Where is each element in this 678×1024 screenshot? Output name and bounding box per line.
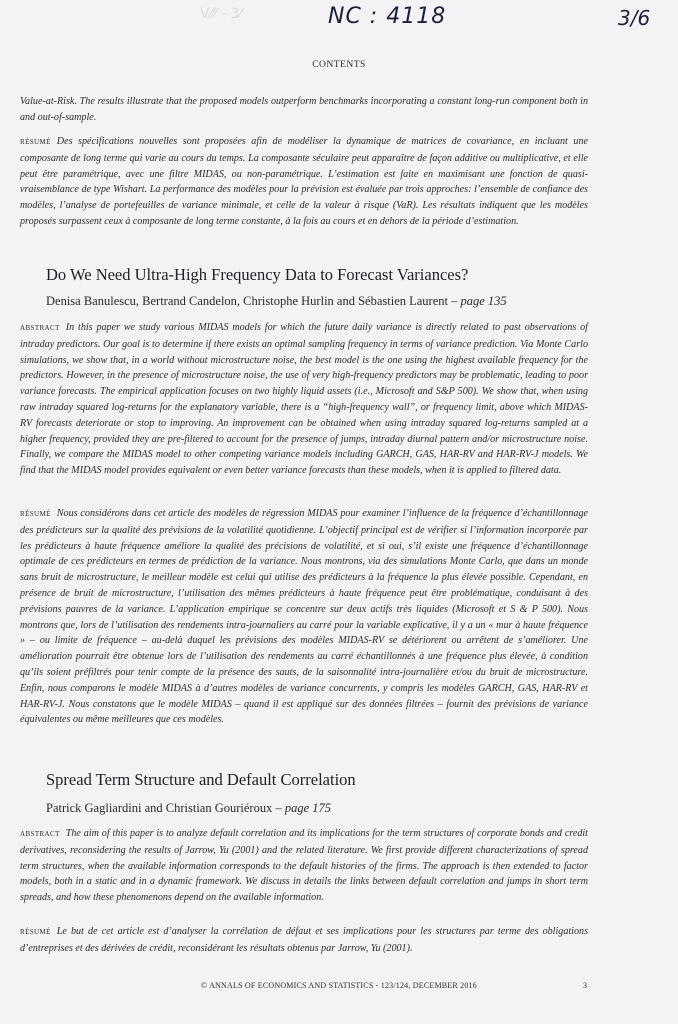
resume-label: RÉSUMÉ — [20, 928, 51, 936]
faint-handwriting: V⁄⁄⁄ - 3⁄ — [200, 6, 242, 22]
abstract-continued: Value-at-Risk. The results illustrate that the proposed models outperform benchmarks incorporating a constant long-run component both in and out-of-sample. — [20, 96, 588, 123]
article-title: Do We Need Ultra-High Frequency Data to Forecast Variances? — [46, 265, 469, 284]
folio-handwriting: 3/6 — [618, 6, 651, 30]
page-reference: – page 175 — [275, 801, 332, 815]
resume-text: Des spécifications nouvelles sont proposées afin de modéliser la dynamique de matrices de covariance, en incluant une composante de long terme qui varie au cours du temps. La composante séculaire peut apparaître de façon additive ou multiplicative, et elle peut être paramétrique, avec une filtre MIDAS, ou non-paramétrique. L’estimation est faite en maximisant une fonction de quasi-vraisemblance de type Wishart. La performance des modèles pour la prévision est évaluée par trois approches: l’ensemble de confiance des modèles, l’analyse de portefeuilles de variance minimale, et celle de la valeur à risque (VaR). Les résultats indiquent que les modèles proposés surpassent ceux à composante de long terme constante, à la fois au cours et en dehors de la période d’estimation. — [20, 136, 588, 227]
resume-text: Le but de cet article est d’analyser la corrélation de défaut et ses implications pour les structures par terme des obligations d’entreprises et des dérivées de crédit, reconsidérant les résultats obtenus par Jarrow, Yu (2001). — [20, 926, 588, 954]
resume-block-3 — [20, 924, 588, 957]
page-reference: – page 135 — [451, 294, 507, 308]
resume-text: Nous considérons dans cet article des modèles de régression MIDAS pour examiner l’influence de la fréquence d’échantillonnage des prédicteurs sur la qualité des prévisions de la volatilité quotidienne. L’objectif principal est de vérifier si l’information incorporée par les prédicteurs à haute fréquence améliore la qualité des précisions de volatilité, et si oui, s’il existe une fréquence d’échantillonnage optimale de ces prédicteurs en termes de prédiction de la variance. Nous montrons, via des simulations Monte Carlo, que dans un monde sans bruit de microstructure, le meilleur modèle est celui qui utilise des prédicteurs à la fréquence la plus élevée possible. Cependant, en présence de bruit de microstructure, l’utilisation des mêmes prédicteurs à haute fréquence peut être problématique, conduisant à des prévisions pauvres de la variance. L’application empirique se concentre sur deux actifs très liquides (Microsoft et S & P 500). Nous montrons que, lors de l’utilisation des rendements intra-journaliers au carré pour la variable explicative, il y a un « mur à haute fréquence » – ou limite de fréquence – au-delà duquel les prévisions des modèles MIDAS-RV se détériorent ou arrêtent de s’améliorer. Une amélioration pourrait être obtenue lors de l’utilisation des rendements au carré échantillonnés à une fréquence plus élevée, à condition qu’ils soient préfiltrés pour tenir compte de la présence des sauts, de la saisonnalité intra-journalière et/ou du bruit de microstructure. Enfin, nous comparons le modèle MIDAS à d’autres modèles de variance concurrents, y compris les modèles GARCH, GAS, HAR-RV et HAR-RV-J. Nous constatons que le modèle MIDAS – quand il est appliqué sur des données filtrées – fournit des prévisions de variance équivalentes ou même meilleures que ces modèles. — [20, 508, 588, 726]
contents-heading: CONTENTS — [312, 60, 366, 70]
resume-label: RÉSUMÉ — [20, 138, 51, 146]
authors-names: Patrick Gagliardini and Christian Gouriéroux — [46, 801, 273, 815]
article-authors — [46, 801, 331, 816]
page-number: 3 — [583, 981, 587, 990]
abstract-text: In this paper we study various MIDAS models for which the future daily variance is directly related to past observations of intraday predictors. Our goal is to determine if there exists an optimal sampling frequency in terms of variance prediction. Via Monte Carlo simulations, we show that, in a world without microstructure noise, the best model is the one using the highest available frequency for the predictors. However, in the presence of microstructure noise, the use of very high-frequency predictors may be problematic, leading to poor variance forecasts. The empirical application focuses on two highly liquid assets (i.e., Microsoft and S&P 500). We show that, when using raw intraday squared log-returns for the explanatory variable, there is a “high-frequency wall”, or frequency limit, above which MIDAS-RV forecasts deteriorate or stop to improving. An improvement can be obtained when using intraday squared log-returns sampled at a higher frequency, provided they are pre-filtered to account for the presence of jumps, intraday diurnal pattern and/or microstructure noise. Finally, we compare the MIDAS model to other competing variance models including GARCH, GAS, HAR-RV and HAR-RV-J models. We find that the MIDAS model provides equivalent or even better variance forecasts than these models, when it is applied to filtered data. — [20, 322, 588, 477]
authors-names: Denisa Banulescu, Bertrand Candelon, Christophe Hurlin and Sébastien Laurent — [46, 294, 448, 308]
abstract-label: ABSTRACT — [20, 830, 60, 838]
article-authors — [46, 294, 507, 309]
resume-label: RÉSUMÉ — [20, 510, 51, 518]
abstract-block-1 — [20, 320, 588, 479]
abstract-block-2 — [20, 826, 588, 906]
abstract-text: The aim of this paper is to analyze default correlation and its implications for the term structures of corporate bonds and credit derivatives, reconsidering the results of Jarrow, Yu (2001) and the related literature. We first provide different characterizations of spread term structures, when the available information corresponds to the default histories of the firms. The approach is then extended to factor models, both in a static and in a dynamic framework. We discuss in details the links between default correlation and jumps in short term spreads, and how these phenomenons depend on the available information. — [20, 828, 588, 904]
catalog-number-handwriting: NC : 4118 — [328, 4, 447, 29]
resume-block-1 — [20, 134, 588, 230]
journal-footer: © ANNALS OF ECONOMICS AND STATISTICS - 123/124, DECEMBER 2016 — [201, 981, 477, 990]
resume-block-2 — [20, 506, 588, 728]
abstract-label: ABSTRACT — [20, 324, 60, 332]
article-title: Spread Term Structure and Default Correlation — [46, 770, 356, 789]
